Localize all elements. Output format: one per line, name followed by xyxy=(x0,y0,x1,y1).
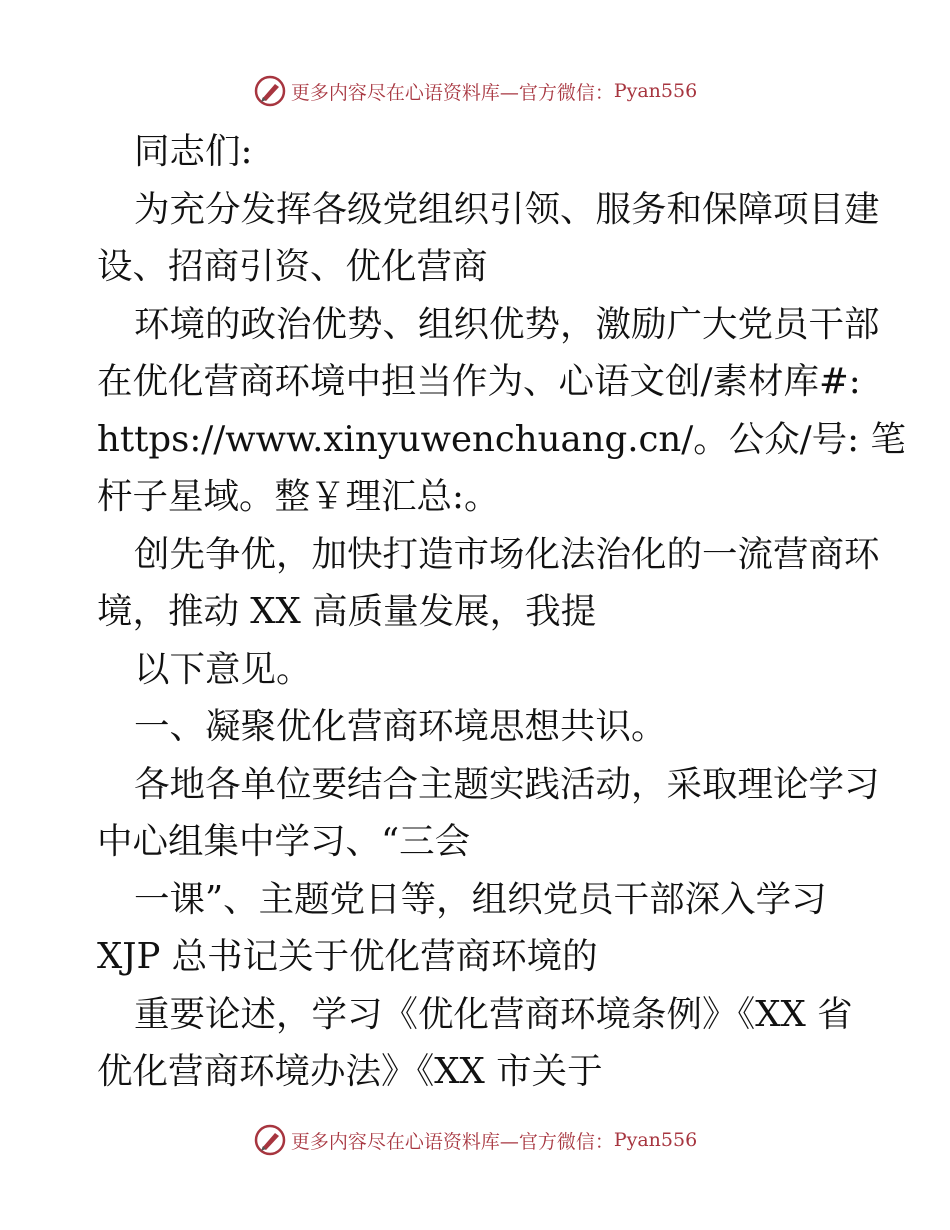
header-watermark-banner xyxy=(0,71,950,111)
body-line: 设、招商引资、优化营商 xyxy=(97,246,488,287)
pen-circle-logo-icon xyxy=(253,74,287,108)
body-line: 中心组集中学习、“三会 xyxy=(97,821,471,862)
body-line: 优化营商环境办法》《XX 市关于 xyxy=(97,1051,603,1092)
pen-circle-logo-icon xyxy=(253,1123,287,1157)
body-line: 一、凝聚优化营商环境思想共识。 xyxy=(134,706,667,747)
banner-text: 更多内容尽在心语资料库—官方微信： xyxy=(290,81,614,104)
body-line: 杆子星域。整￥理汇总:。 xyxy=(97,476,500,517)
body-line: 创先争优，加快打造市场化法治化的一流营商环 xyxy=(134,533,880,575)
body-line: 环境的政治优势、组织优势，激励广大党员干部 xyxy=(134,303,880,345)
wechat-id: Pyan556 xyxy=(613,80,698,102)
banner-text: 更多内容尽在心语资料库—官方微信： xyxy=(290,1130,614,1153)
wechat-id: Pyan556 xyxy=(613,1129,698,1151)
body-line: 重要论述，学习《优化营商环境条例》《XX 省 xyxy=(134,993,853,1035)
body-line: 各地各单位要结合主题实践活动，采取理论学习 xyxy=(134,763,880,805)
body-line: 为充分发挥各级党组织引领、服务和保障项目建 xyxy=(134,188,880,230)
body-line: https://www.xinyuwenchuang.cn/。公众/号: 笔 xyxy=(97,418,906,460)
body-line: 一课”、主题党日等，组织党员干部深入学习 xyxy=(134,878,827,920)
footer-watermark-banner xyxy=(0,1120,950,1160)
body-line: XJP 总书记关于优化营商环境的 xyxy=(97,936,598,977)
body-line: 境，推动 XX 高质量发展，我提 xyxy=(97,591,597,632)
body-line: 同志们: xyxy=(134,131,253,172)
body-line: 以下意见。 xyxy=(134,648,312,690)
body-line: 在优化营商环境中担当作为、心语文创/素材库#: xyxy=(97,361,861,402)
document-body xyxy=(97,123,906,1101)
